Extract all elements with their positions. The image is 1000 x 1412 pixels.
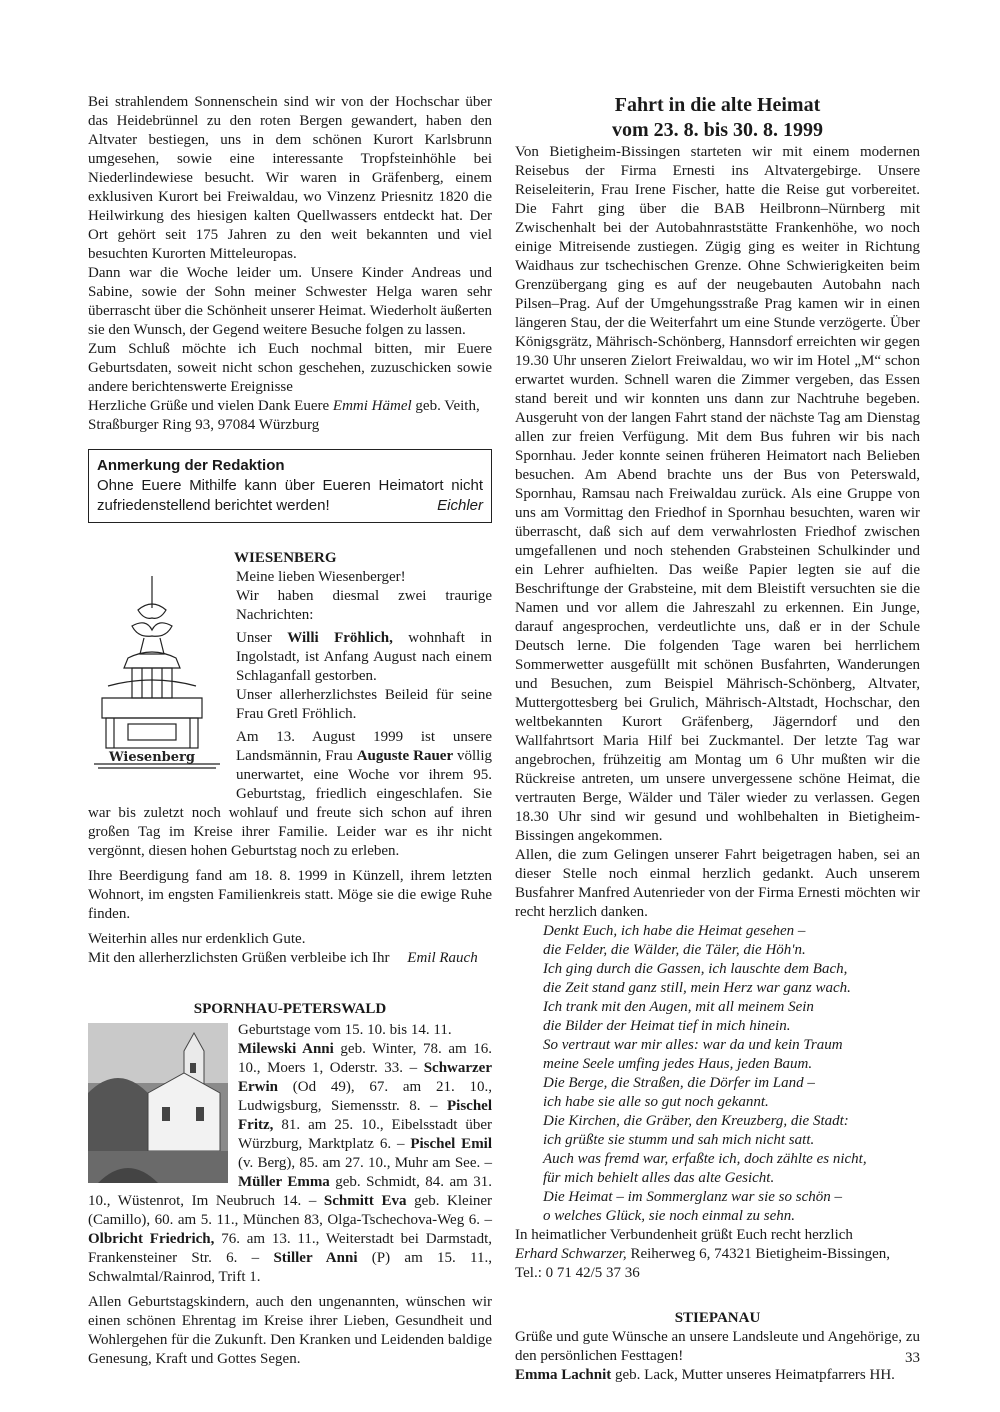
wiesenberg-obit-2: Am 13. August 1999 ist unsere Landsmännin, Frau Auguste Rauer völlig unerwartet, eine Woche vor ihrem 95. Geburtstag, friedlich eingeschlafen. Sie war bis zuletzt noch wohlauf und freute sich schon auf ihren großen Tag im Kreise ihrer Familie. Leider war es ihr nicht vergönnt, diesen hohen Geburtstag noch zu erleben. [88,729,493,859]
poem-line: meine Seele umfing jedes Haus, jeden Baum. [543,1056,813,1072]
intro-paragraph-2: Dann war die Woche leider um. Unsere Kinder Andreas und Sabine, sowie der Sohn meiner Schwester Helga waren sehr überrascht über die Schönheit unserer Heimat. Wiederholt äußerten sie den Wunsch, der Gegend weitere Besuche folgen zu lassen. [88,265,492,338]
intro-paragraph-3: Zum Schluß möchte ich Euch nochmal bitten, mir Euere Geburtsdaten, soweit nicht schon geschehen, zuzuschicken sowie andere berichtenswerte Ereignisse [88,341,492,395]
intro-paragraph-1: Bei strahlendem Sonnenschein sind wir von der Hochschar über das Heidebrünnel zu den roten Bergen gewandert, haben den Altvater bestiegen, uns in dem schönen Kurort Karlsbrunn umgesehen, sowie eine interessante Tropfsteinhöhle bei Niederlindewiese besucht. Wir waren in Gräfenberg, einem exklusiven Kurort bei Freiwaldau, wo Vinzenz Priesnitz 1820 die Heilwirkung des hiesigen kalten Quellwassers entdeckt hat. Der Ort gehört seit 175 Jahren zu den weit bekannten und viel besuchten Kurorten Mitteleuropas. [88,94,492,262]
poem-line: Ich ging durch die Gassen, ich lauschte dem Bach, [543,961,848,977]
stiepanau-sender: Emma Lachnit geb. Lack, Mutter unseres Heimatpfarrers HH. [515,1367,895,1383]
editor-note-title: Anmerkung der Redaktion [97,457,285,474]
stiepanau-text: Grüße und gute Wünsche an unsere Landsleute und Angehörige, zu den persönlichen Festtagen! [515,1329,920,1364]
trip-closing: In heimatlicher Verbundenheit grüßt Euch recht herzlich [515,1227,853,1243]
poem-line: Auch was fremd war, erfaßte ich, doch zählte es nicht, [543,1151,867,1167]
poem [543,922,920,1226]
poem-line: die Felder, die Wälder, die Täler, die Höh'n. [543,942,806,958]
editor-note-signature: Eichler [437,497,483,514]
spornhau-birthdays: Geburtstage vom 15. 10. bis 14. 11. Milewski Anni geb. Winter, 78. am 16. 10., Moers 1, Oderstr. 33. – Schwarzer Erwin (Od 49), 67. am 21. 10., Ludwigsburg, Siemensstr. 8. – Pischel Fritz, 81. am 25. 10., Eibelsstadt über Würzburg, Marktplatz 6. – Pischel Emil (v. Berg), 85. am 27. 10., Muhr am See. – Müller Emma geb. Schmidt, 84. am 31. 10., Wüstenrot, Im Neubruch 14. – Schmitt Eva geb. Kleiner (Camillo), 60. am 5. 11., München 83, Olga-Tschechova-Weg 6. – Olbricht Friedrich, 76. am 13. 11., Weiterstadt bei Darmstadt, Frankensteiner Str. 6. – Stiller Anni (P) am 15. 11., Schwalmtal/Rainrod, Trift 1. [88,1022,493,1285]
poem-line: Die Heimat – im Sommerglanz war sie so schön – [543,1189,843,1205]
wiesenberg-title: WIESENBERG [234,550,337,566]
wiesenberg-salutation: Meine lieben Wiesenberger! [236,569,406,585]
trip-sender [515,1245,920,1283]
sender-address: Reiherweg 6, 74321 Bietigheim-Bissingen, [630,1246,890,1262]
stiepanau-section [515,1309,920,1385]
wiesenberg-closing: Mit den allerherzlichsten Grüßen verbleibe ich Ihr Emil Rauch [88,950,478,966]
trip-title-line-1: Fahrt in die alte Heimat [614,94,821,116]
poem-line: für mich behielt alles das alte Gesicht. [543,1170,775,1186]
spornhau-church-photo [88,1023,228,1183]
wiesenberg-illustration [88,568,226,784]
spornhau-closing: Allen Geburtstagskindern, auch den ungenannten, wünschen wir einen schönen Ehrentag im Kreise ihrer Lieben, Gesundheit und Wohlergehen für die Zukunft. Den Kranken und Leidenden baldige Genesung, Kraft und Gottes Segen. [88,1294,492,1367]
wiesenberg-section [88,549,492,968]
trip-report: Von Bietigheim-Bissingen starteten wir mit einem modernen Reisebus der Firma Ernesti ins Altvatergebirge. Unsere Reiseleiterin, Frau Irene Fischer, hatte die Reise gut vorbereitet. Die Fahrt ging über die BAB Heilbronn–Nürnberg mit Zwischenhalt bei der Autobahnraststätte Frankenhöhe, wo noch einige Mitreisende zustiegen. Zügig ging es weiter in Richtung Waidhaus zur tschechischen Grenze. Ohne Schwierigkeiten beim Grenzübergang ging es auf der neugebauten Autobahn nach Pilsen–Prag. Auf der Umgehungsstraße Prag kamen wir in einen längeren Stau, der die Weiterfahrt um eine Stunde verzögerte. Über Königsgrätz, Mährisch-Schönberg, Hannsdorf erreichten wir gegen 19.30 Uhr unseren Zielort Freiwaldau, wo wir im Hotel „M“ schon erwartet wurden. Schnell waren die Zimmer vergeben, das Essen stand bereit und wir konnten uns dann zur Nachtruhe begeben. Ausgeruht von der langen Fahrt stand der nächste Tag am Dienstag allen zur freien Verfügung. Mit dem Bus fuhren wir bis nach Spornhau. Jeder konnte seinen früheren Heimatort nach Belieben besuchen. Am Abend brachte uns der Bus von Peterswald, Spornhau, Ramsau nach Freiwaldau zurück. Als eine Gruppe von uns am Vormittag den Friedhof in Spornhau besuchten, waren wir überrascht, daß sich auf dem verwahrlosten Friedhof zwischen umgefallenen und noch stehenden Grabsteinen Schulkinder und ein Lehrer aufhielten. Das weiße Papier legten sie auf die Beschriftunge der Grabsteine, mit dem Bleistift versuchten sie die Namen und vor allem die Jahreszahl zu erkennen. Ein Junge, darauf angesprochen, verdeutlichte uns, daß er in der Schule Deutsch lerne. Die folgenden Tage waren bei herrlichem Sommerwetter ausgefüllt mit schönen Busfahrten, Wanderungen und Besuchen, zum Beispiel Mährisch-Schönberg, Altvater, Muttergottesberg bei Grulich, Mährisch-Altstadt, Hochschar, den weltbekannten Kurort Gräfenberg, Jägerndorf und den Wallfahrtsort Maria Hilf bei Zuckmantel. Der letzte Tag war angebrochen, frühzeitig am Montag um 6 Uhr mußten wir die Rückreise antreten, um unsere unvergessene schöne Heimat, die vertrauten Berge, Wälder und Täler wieder zu verlassen. Gegen 18.30 Uhr sind wir gesund und wohlbehalten in Bietigheim-Bissingen angekommen. [515,144,920,844]
wiesenberg-obit-1: Unser Willi Fröhlich, wohnhaft in Ingolstadt, ist Anfang August nach einem Schlaganfall gestorben. [236,630,492,684]
trip-title-line-2: vom 23. 8. bis 30. 8. 1999 [611,119,824,141]
sender-phone: Tel.: 0 71 42/5 37 36 [515,1265,640,1281]
poem-line: die Bilder der Heimat tief in mich hinein. [543,1018,791,1034]
spornhau-photo [88,1023,228,1189]
sender-name: Erhard Schwarzer, [515,1246,627,1262]
poem-line: ich habe sie alle so gut noch gekannt. [543,1094,769,1110]
greeting: Herzliche Grüße und vielen Dank Euere Emmi Hämel geb. Veith, Straßburger Ring 93, 97084 Würzburg [88,398,480,433]
poem-line: die Zeit stand ganz still, mein Herz war ganz wach. [543,980,851,996]
wiesenberg-signature: Emil Rauch [407,950,478,966]
wiesenberg-funeral: Ihre Beerdigung fand am 18. 8. 1999 in Künzell, ihrem letzten Wohnort, im engsten Familienkreis statt. Möge sie die ewige Ruhe finden. [88,868,492,922]
poem-line: ich grüßte sie stumm und sah mich nicht satt. [543,1132,815,1148]
wiesenberg-intro: Wir haben diesmal zwei traurige Nachrichten: [236,588,492,623]
editor-note-box [88,449,492,523]
trip-thanks: Allen, die zum Gelingen unserer Fahrt beigetragen haben, sei an dieser Stelle noch einmal herzlich gedankt. Auch unserem Busfahrer Manfred Autenrieder von der Firma Ernesti möchten wir recht herzlich danken. [515,847,920,920]
greeting-name: Emmi Hämel [332,398,412,414]
editor-note-text: Ohne Euere Mithilfe kann über Eueren Heimatort nicht zufriedenstellend berichtet werden! [97,477,483,514]
wiesenberg-caption: Wiesenberg [109,750,195,765]
spornhau-title: SPORNHAU-PETERSWALD [193,1001,387,1017]
poem-line: o welches Glück, sie noch einmal zu sehn. [543,1208,796,1224]
poem-line: Denkt Euch, ich habe die Heimat gesehen – [543,923,806,939]
page-number: 33 [905,1350,920,1366]
stiepanau-name: Emma Lachnit [515,1367,612,1383]
spornhau-section [88,1000,492,1369]
greeting-address: Straßburger Ring 93, 97084 Würzburg [88,417,320,433]
wiesenberg-wishes: Weiterhin alles nur erdenklich Gute. [88,931,306,947]
poem-line: Die Berge, die Straßen, die Dörfer im Land – [543,1075,815,1091]
deceased-name-1: Willi Fröhlich, [287,630,393,646]
poem-line: Ich trank mit den Augen, mit all meinem Sein [543,999,814,1015]
wiesenberg-fountain-drawing [88,568,226,778]
left-column [88,93,492,1369]
poem-line: So vertraut war mir alles: war da und kein Traum [543,1037,843,1053]
stiepanau-title: STIEPANAU [674,1310,761,1326]
deceased-name-2: Auguste Rauer [356,748,454,764]
right-column [515,93,920,1385]
wiesenberg-condolence: Unser allerherzlichstes Beileid für seine Frau Gretl Fröhlich. [236,687,492,722]
poem-line: Die Kirchen, die Gräber, den Kreuzberg, die Stadt: [543,1113,849,1129]
